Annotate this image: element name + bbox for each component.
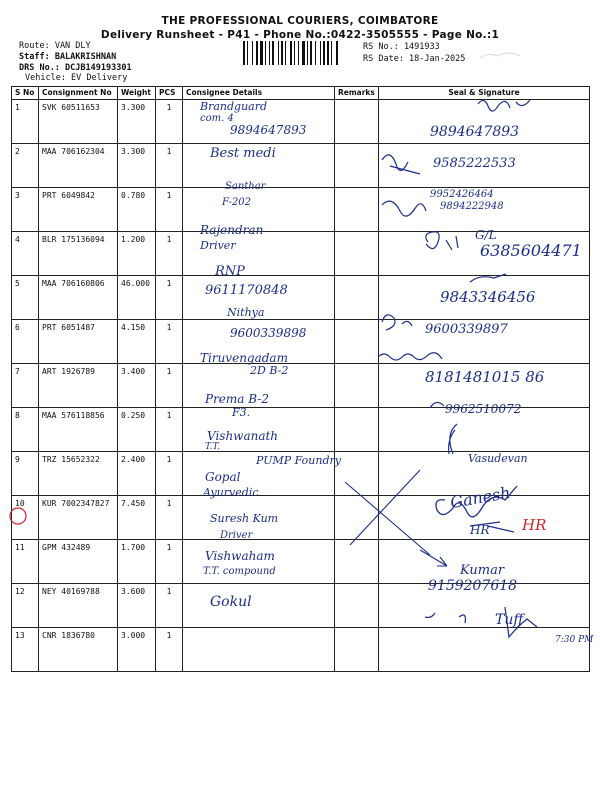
signature-scribble-9 [449,424,457,454]
company-title: THE PROFESSIONAL COURIERS, COIMBATORE [161,15,439,27]
cell-pcs: 1 [156,584,183,628]
consignee-8-name: Prema B-2 [205,392,269,406]
cell-consignment: TRZ 15652322 [39,452,118,496]
signature-scribble-3 [382,201,426,216]
consignee-7-name: Tiruvengadam [200,351,288,365]
cell-pcs: 1 [156,540,183,584]
signature-scribble-6 [382,315,412,330]
signature-scribble-7 [378,353,442,360]
consignee-11-name: Suresh Kum [210,512,279,525]
runsheet-subtitle: Delivery Runsheet - P41 - Phone No.:0422-3505555 - Page No.:1 [100,29,500,41]
cell-consignment: PRT 6051487 [39,320,118,364]
consignee-3-line2: F-202 [222,197,251,208]
cell-weight: 2.400 [118,452,156,496]
route-label: Route: VAN DLY [19,41,91,51]
cell-weight: 0.780 [118,188,156,232]
cell-sno: 2 [12,144,39,188]
cell-consignment: BLR 175136094 [39,232,118,276]
signature-scribble-10 [436,486,517,517]
col-weight: Weight [118,87,156,100]
consignee-3-name: Santhar [225,181,266,192]
col-pcs: PCS [156,87,183,100]
signature-11-red-initials: HR [522,516,547,534]
signature-3-phone-b: 9894222948 [440,201,504,212]
cell-consignment: GPM 432489 [39,540,118,584]
signature-12-phone: 9159207618 [428,578,518,594]
signature-7-phone: 8181481015 86 [425,368,545,386]
cell-sno: 9 [12,452,39,496]
cell-pcs: 1 [156,100,183,144]
signature-9-text: Vasudevan [468,452,528,465]
cell-weight: 3.300 [118,100,156,144]
consignee-4-name: Rajendran [200,223,264,237]
cell-pcs: 1 [156,276,183,320]
cell-consignment: PRT 6049842 [39,188,118,232]
cell-pcs: 1 [156,364,183,408]
cell-pcs: 1 [156,188,183,232]
arrow-stroke [420,550,447,566]
staff-label: Staff: BALAKRISHNAN [19,52,117,62]
consignee-6-phone: 9600339898 [230,326,307,340]
cell-sno: 4 [12,232,39,276]
cell-sno: 1 [12,100,39,144]
consignee-12-line2: T.T. compound [203,566,276,577]
cell-sno: 11 [12,540,39,584]
signature-1-phone: 9894647893 [430,124,520,140]
cell-sno: 5 [12,276,39,320]
col-consignment: Consignment No [39,87,118,100]
signature-scribble-2 [382,155,420,174]
cell-sno: 8 [12,408,39,452]
cell-weight: 3.300 [118,144,156,188]
signature-scribble-1 [478,100,530,111]
consignee-4-line2: Driver [200,239,236,252]
cross-stroke-2 [350,470,420,545]
cell-sno: 6 [12,320,39,364]
signature-scribble-13 [425,607,537,637]
cell-consignment: KUR 7002347827 [39,496,118,540]
rs-number: RS No.: 1491933 [363,42,440,52]
consignee-13-name: Gokul [210,594,252,610]
consignee-5-name: RNP [215,264,245,279]
cell-consignment: SVK 60511653 [39,100,118,144]
consignee-10-line2: Ayurvedic [203,486,259,499]
col-remarks: Remarks [335,87,379,100]
signature-scribble-5 [470,274,506,282]
consignee-9-name: Vishwanath [207,429,279,443]
cell-pcs: 1 [156,320,183,364]
signature-5-phone: 9843346456 [440,288,536,306]
cell-pcs: 1 [156,452,183,496]
cell-pcs: 1 [156,628,183,672]
consignee-11-line2: Driver [220,530,253,541]
cell-weight: 7.450 [118,496,156,540]
consignee-6-name: Nithya [227,306,265,319]
signature-scribble-11 [470,522,514,532]
time-note: 7:30 PM [555,635,594,645]
cell-consignment: NEY 40169788 [39,584,118,628]
cell-sno: 3 [12,188,39,232]
cell-sno: 7 [12,364,39,408]
col-sno: S No [12,87,39,100]
cell-pcs: 1 [156,496,183,540]
cell-weight: 46.000 [118,276,156,320]
consignee-9-line3: PUMP Foundry [256,454,341,467]
consignee-2-name: Best medi [210,146,276,161]
cell-consignment: MAA 576118856 [39,408,118,452]
cell-sno: 13 [12,628,39,672]
consignee-5-phone: 9611170848 [205,283,288,298]
signature-12-name: Kumar [460,563,505,578]
signature-2-phone: 9585222533 [433,156,516,171]
drs-number: DRS No.: DCJB149193301 [19,63,132,73]
signature-scribble-4 [426,232,458,250]
cell-weight: 1.700 [118,540,156,584]
cell-consignment: MAA 706162304 [39,144,118,188]
red-circle-mark [10,508,26,524]
col-consignee: Consignee Details [183,87,335,100]
cell-weight: 3.000 [118,628,156,672]
consignee-8-line2: F3. [232,406,251,419]
header-faint-scribble [480,53,520,58]
cell-pcs: 1 [156,144,183,188]
vehicle-label: Vehicle: EV Delivery [25,73,128,83]
cell-weight: 0.250 [118,408,156,452]
signature-3-phone-a: 9952426464 [430,189,494,200]
cell-sno: 12 [12,584,39,628]
cell-weight: 1.200 [118,232,156,276]
cell-sno: 10 [12,496,39,540]
signature-11-initials: HR [470,523,490,537]
signature-6-phone: 9600339897 [425,322,508,337]
signature-13-text: Tuff [495,612,524,628]
consignee-1-phone: 9894647893 [230,123,307,137]
signature-scribble-8 [430,402,444,408]
consignee-7-line2: 2D B-2 [250,364,289,377]
cell-consignment: MAA 706160806 [39,276,118,320]
cell-pcs: 1 [156,408,183,452]
consignee-10-name: Gopal [205,470,241,484]
rs-date: RS Date: 18-Jan-2025 [363,54,466,64]
cell-pcs: 1 [156,232,183,276]
signature-4-phone: 6385604471 [480,241,582,260]
cell-weight: 3.400 [118,364,156,408]
cell-weight: 4.150 [118,320,156,364]
signature-10-text: Ganesh [448,482,512,513]
consignee-9-line2: T.T. [205,442,221,452]
consignee-12-name: Vishwaham [205,549,275,563]
cell-weight: 3.600 [118,584,156,628]
col-signature: Seal & Signature [379,87,590,100]
signature-4-text: G/L [475,228,497,242]
cell-consignment: CNR 1836780 [39,628,118,672]
cell-consignment: ART 1926789 [39,364,118,408]
consignee-1-name: Brandguard [200,100,268,113]
consignee-1-line2: com. 4 [200,113,234,124]
cross-stroke-1 [345,482,430,555]
signature-8-phone: 9962510072 [445,402,522,416]
